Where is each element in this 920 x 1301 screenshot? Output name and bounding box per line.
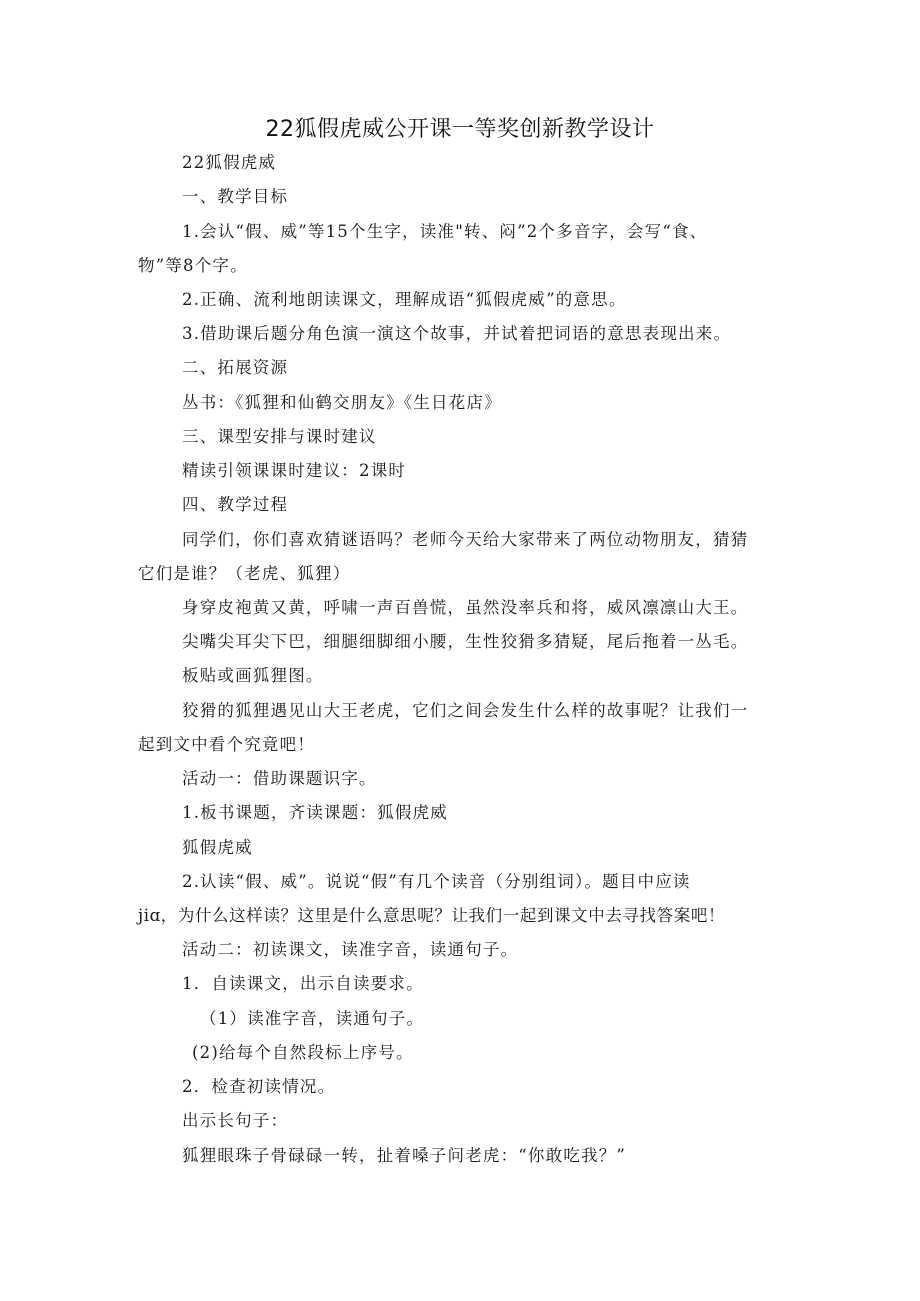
section-heading-lesson-type: 三、课型安排与课时建议	[182, 427, 377, 446]
section-heading-resources: 二、拓展资源	[182, 358, 289, 377]
activity-2-heading: 活动二：初读课文，读准字音，读通句子。	[182, 940, 519, 959]
board-title: 狐假虎威	[182, 838, 253, 857]
resources-books: 丛书：《狐狸和仙鹤交朋友》《生日花店》	[182, 393, 502, 412]
board-note: 板贴或画狐狸图。	[182, 666, 324, 685]
subtitle-line: 22狐假虎威	[182, 153, 277, 172]
intro-line-1: 同学们，你们喜欢猜谜语吗？老师今天给大家带来了两位动物朋友，猜猜	[182, 530, 749, 549]
objective-1-line-2: 物”等8个字。	[138, 256, 248, 275]
long-sentence: 狐狸眼珠子骨碌碌一转，扯着嗓子问老虎：“你敢吃我？”	[182, 1146, 627, 1165]
activity-2-step-2: 2．检查初读情况。	[182, 1077, 336, 1096]
objective-2: 2.正确、流利地朗读课文，理解成语“狐假虎威”的意思。	[182, 290, 627, 309]
lesson-hours: 精读引领课课时建议：2课时	[182, 461, 407, 480]
story-intro-line-2: 起到文中看个究竟吧！	[138, 735, 315, 754]
activity-1-heading: 活动一：借助课题识字。	[182, 769, 377, 788]
intro-line-2: 它们是谁？（老虎、狐狸）	[138, 564, 351, 583]
activity-1-step-2-line-2: jiɑ，为什么这样读？这里是什么意思呢？让我们一起到课文中去寻找答案吧！	[138, 906, 726, 925]
objective-3: 3.借助课后题分角色演一演这个故事，并试着把词语的意思表现出来。	[182, 324, 732, 343]
requirement-2: (2)给每个自然段标上序号。	[192, 1043, 414, 1062]
activity-2-step-1: 1．自读课文，出示自读要求。	[182, 974, 424, 993]
objective-1-line-1: 1.会认“假、威”等15个生字，读准"转、闷”2个多音字，会写“食、	[182, 222, 708, 241]
section-heading-objectives: 一、教学目标	[182, 187, 289, 206]
requirement-1: （1）读准字音，读通句子。	[200, 1009, 425, 1028]
story-intro-line-1: 狡猾的狐狸遇见山大王老虎，它们之间会发生什么样的故事呢？让我们一	[182, 701, 749, 720]
section-heading-process: 四、教学过程	[182, 495, 289, 514]
riddle-tiger: 身穿皮袍黄又黄，呼啸一声百兽慌，虽然没率兵和将，威风凛凛山大王。	[182, 598, 749, 617]
riddle-fox: 尖嘴尖耳尖下巴，细腿细脚细小腰，生性狡猾多猜疑，尾后拖着一丛毛。	[182, 632, 749, 651]
activity-1-step-1: 1.板书课题，齐读课题：狐假虎威	[182, 803, 448, 822]
activity-1-step-2-line-1: 2.认读“假、威”。说说“假”有几个读音（分别组词）。题目中应读	[182, 872, 691, 891]
document-title: 22狐假虎威公开课一等奖创新教学设计	[265, 117, 655, 142]
long-sentence-label: 出示长句子：	[182, 1111, 289, 1130]
